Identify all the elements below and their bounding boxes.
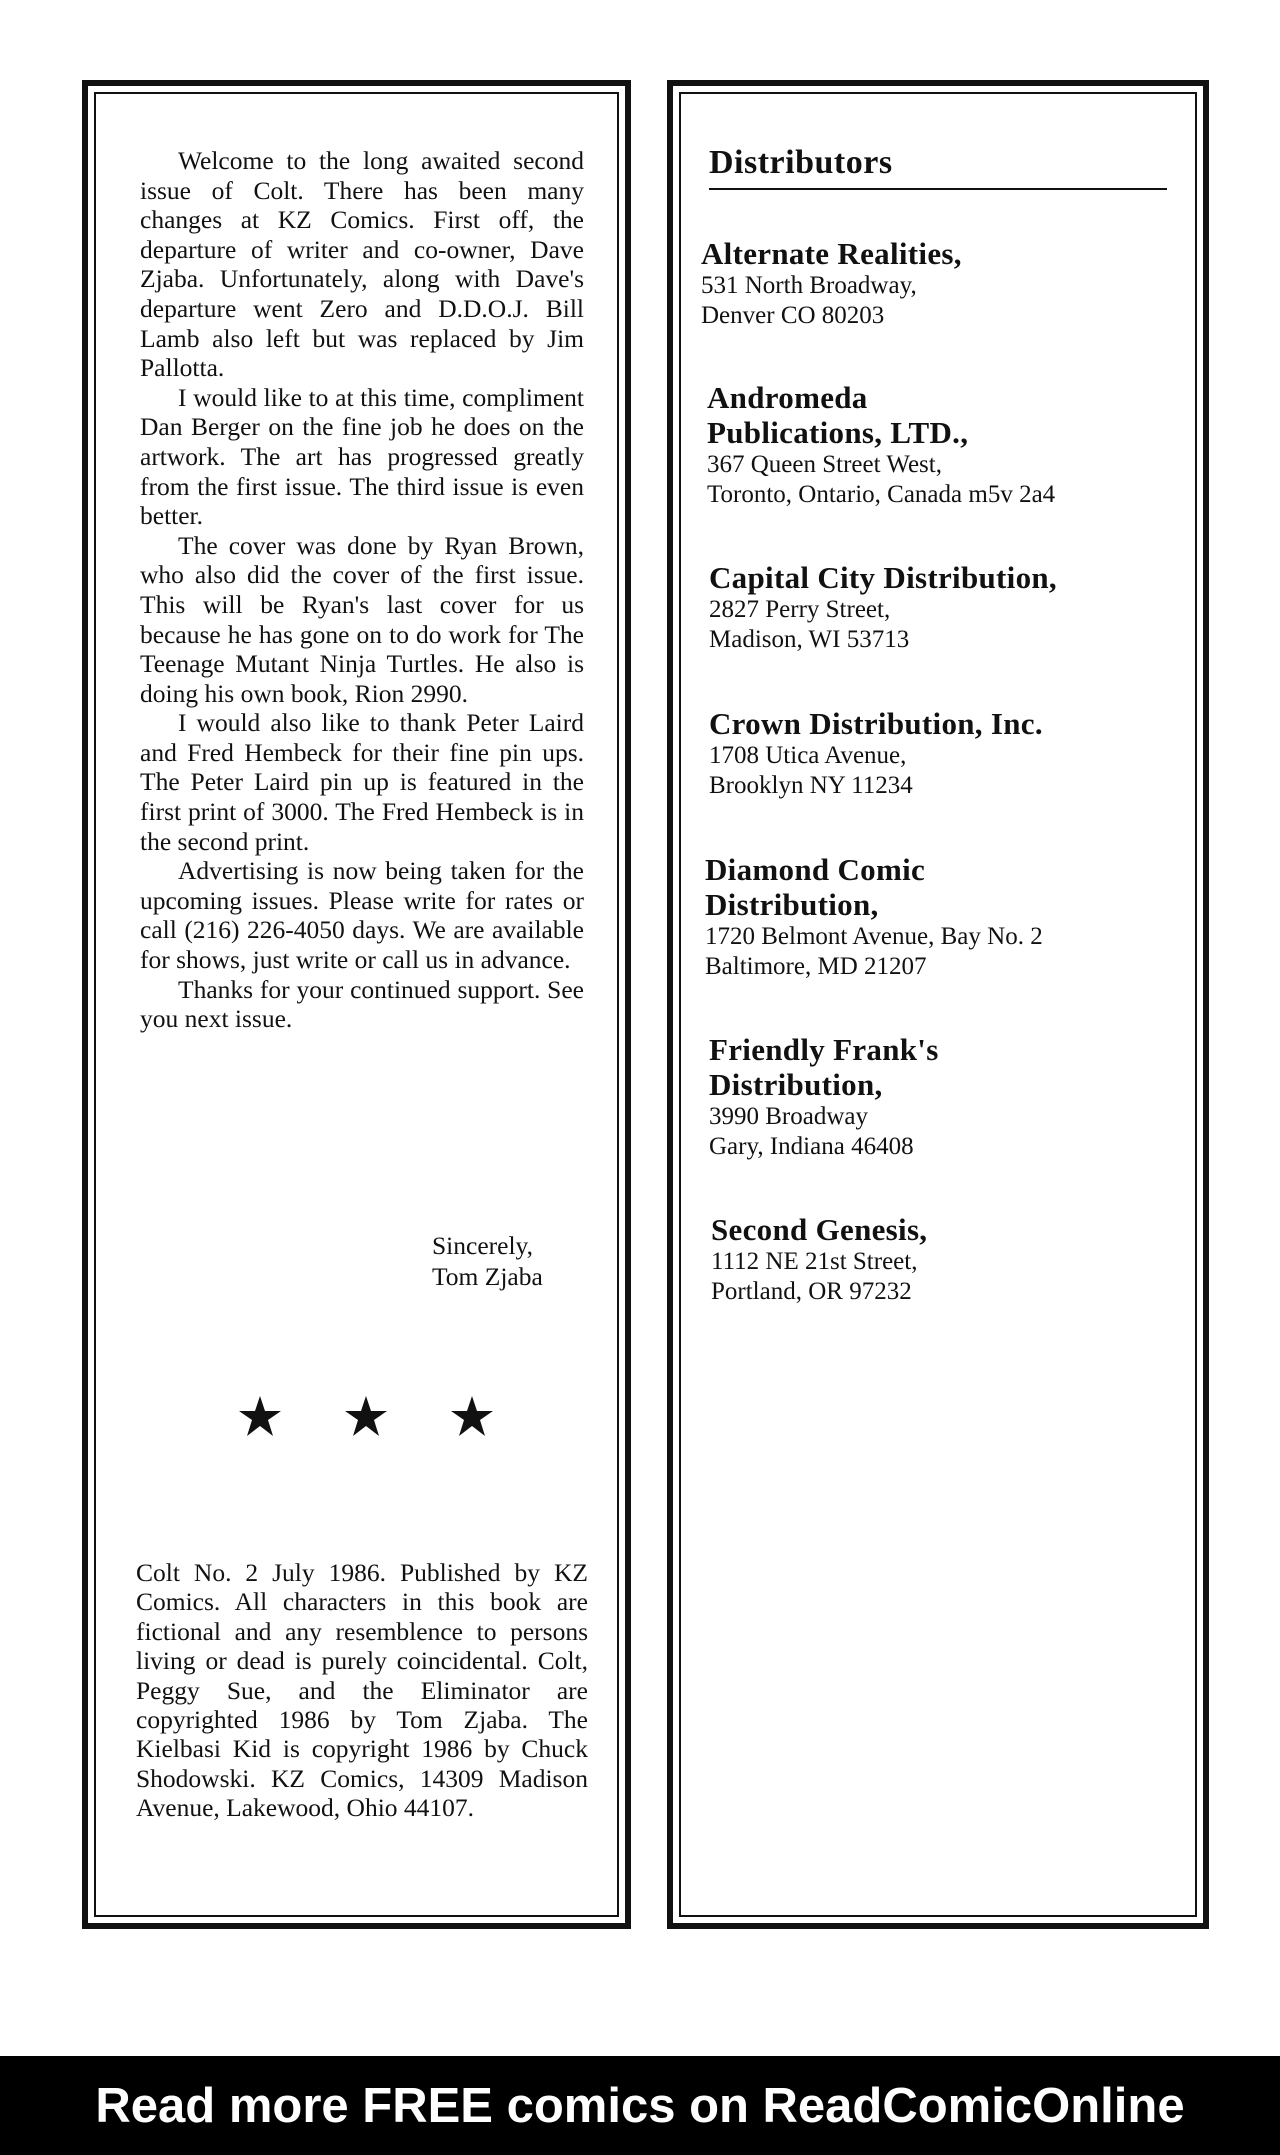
star-divider [236, 1392, 496, 1440]
letter-closing: Sincerely, [432, 1231, 534, 1260]
distributor-name: Diamond Comic [705, 852, 926, 887]
distributor-address: 531 North Broadway, [701, 272, 917, 299]
distributor-andromeda [707, 380, 1187, 510]
letter-paragraph: Thanks for your continued support. See you next issue. [140, 974, 584, 1034]
distributor-name: Andromeda [707, 380, 868, 415]
distributor-name: Second Genesis, [711, 1212, 928, 1247]
distributor-name: Capital City Distribution, [709, 560, 1057, 595]
letter-paragraph: I would also like to thank Peter Laird and Fred Hembeck for their fine pin ups. The Peter Laird pin up is featured in the first print of 3000. The Fred Hembeck is in the second print. [140, 708, 584, 856]
promo-banner[interactable] [0, 2056, 1280, 2155]
star-icon [342, 1392, 390, 1440]
publication-colophon: Colt No. 2 July 1986. Published by KZ Comics. All characters in this book are fictional and any resemblence to persons living or dead is purely coincidental. Colt, Peggy Sue, and the Eliminator are copyrighted 1986 by Tom Zjaba. The Kielbasi Kid is copyright 1986 by Chuck Shodowski. KZ Comics, 14309 Madison Avenue, Lakewood, Ohio 44107. [136, 1558, 588, 1823]
editorial-inner-frame [94, 92, 619, 1917]
letter-signature: Tom Zjaba [432, 1262, 543, 1291]
distributor-city: Toronto, Ontario, Canada m5v 2a4 [707, 481, 1056, 508]
distributor-city: Brooklyn NY 11234 [709, 772, 913, 799]
letter-paragraph: Welcome to the long awaited second issue of Colt. There has been many changes at KZ Comics. First off, the departure of writer and co-owner, Dave Zjaba. Unfortunately, along with Dave's departure went Zero and D.D.O.J. Bill Lamb also left but was replaced by Jim Pallotta. [140, 146, 584, 383]
distributor-address: 1708 Utica Avenue, [709, 742, 907, 769]
distributor-diamond [705, 852, 1185, 982]
distributor-city: Denver CO 80203 [701, 302, 885, 329]
editorial-letter [140, 146, 584, 1034]
distributor-name: Crown Distribution, Inc. [709, 706, 1043, 741]
distributor-name-cont: Distribution, [705, 887, 879, 922]
distributor-city: Baltimore, MD 21207 [705, 953, 927, 980]
distributor-address: 2827 Perry Street, [709, 596, 891, 623]
distributor-second-genesis [711, 1212, 1191, 1307]
distributor-city: Gary, Indiana 46408 [709, 1133, 914, 1160]
distributor-name-cont: Distribution, [709, 1067, 883, 1102]
editorial-panel [82, 80, 631, 1929]
heading-underline [709, 188, 1167, 190]
distributor-friendly-franks [709, 1032, 1189, 1162]
distributors-inner-frame [679, 92, 1197, 1917]
distributor-address: 367 Queen Street West, [707, 451, 942, 478]
letter-paragraph: The cover was done by Ryan Brown, who also did the cover of the first issue. This will be Ryan's last cover for us because he has gone on to do work for The Teenage Mutant Ninja Turtles. He also is doing his own book, Rion 2990. [140, 530, 584, 708]
star-icon [236, 1392, 284, 1440]
distributor-name: Friendly Frank's [709, 1032, 939, 1067]
letter-paragraph: Advertising is now being taken for the upcoming issues. Please write for rates or call (216) 226-4050 days. We are available for shows, just write or call us in advance. [140, 856, 584, 975]
letter-signoff [432, 1230, 543, 1292]
distributor-name: Alternate Realities, [701, 236, 962, 271]
distributor-address: 1112 NE 21st Street, [711, 1248, 918, 1275]
distributor-crown [709, 706, 1189, 801]
distributors-panel [667, 80, 1209, 1929]
letter-paragraph: I would like to at this time, compliment Dan Berger on the fine job he does on the artwork. The art has progressed greatly from the first issue. The third issue is even better. [140, 382, 584, 531]
promo-banner-text: Read more FREE comics on ReadComicOnline [95, 2078, 1185, 2133]
distributor-capital-city [709, 560, 1189, 655]
distributor-city: Portland, OR 97232 [711, 1278, 912, 1305]
distributor-city: Madison, WI 53713 [709, 626, 910, 653]
distributor-address: 3990 Broadway [709, 1103, 868, 1130]
star-icon [448, 1392, 496, 1440]
distributors-heading: Distributors [709, 144, 893, 181]
distributor-address: 1720 Belmont Avenue, Bay No. 2 [705, 923, 1043, 950]
distributor-alternate-realities [701, 236, 1181, 331]
distributor-name-cont: Publications, LTD., [707, 415, 969, 450]
